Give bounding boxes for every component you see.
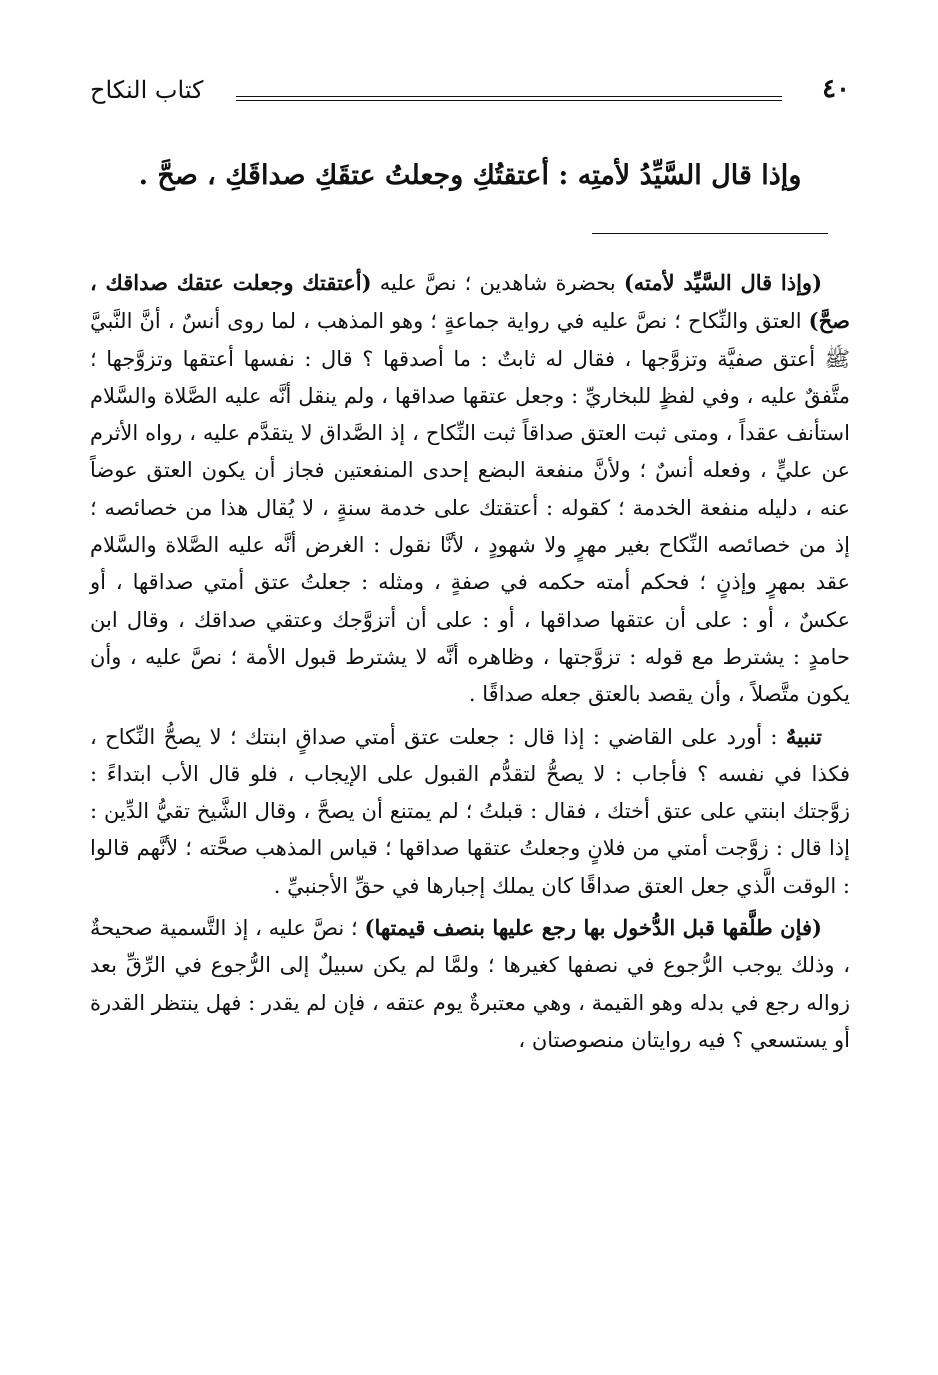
paragraph-text: : أورد على القاضي : إذا قال : جعلت عتق أمتي صداقٍ ابنتك ؛ لا يصحُّ النِّكاح ، فكذا في نفسه ؟ فأجاب : لا يصحُّ لتقدُّم القبول على الإيجاب ، فلو قال الأب ابتداءً : زوَّجتك ابنتي على عتق أختك ، فقال : قبلتُ ؛ لم يمتنع أن يصحَّ ، وقال الشَّيخ تقيُّ الدِّين : إذا قال : زوَّجت أمتي من فلانٍ وجعلتُ عتقها صداقها ؛ قياس المذهب صحَّته ؛ لأنَّهم قالوا : الوقت الَّذي جعل العتق صداقًا كان يملك إجبارها في حقِّ الأجنبيِّ .	[90, 724, 850, 898]
header-rule	[236, 96, 782, 101]
paragraph-text: ؛ نصَّ عليه ، إذ التَّسمية صحيحةٌ ، وذلك يوجب الرُّجوع في نصفها كغيرها ؛ ولمَّا لم يكن سبيلٌ إلى الرُّجوع في الرِّقِّ بعد زواله رجع في بدله وهو القيمة ، وهي معتبرةٌ يوم عتقه ، فإن لم يقدر : فهل ينتظر القدرة أو يستسعي ؟ فيه روايتان منصوصتان ،	[90, 916, 850, 1052]
book-title: كتاب النكاح	[90, 76, 204, 104]
matn-quote: (أعتقتك وجعلت عتقك صداقك ، صحَّ)	[90, 270, 850, 334]
paragraph-text: بحضرة شاهدين ؛ نصَّ عليه	[371, 271, 624, 295]
matn-separator	[592, 233, 828, 234]
page-number: ٤٠	[822, 74, 850, 104]
paragraph-2	[90, 718, 850, 905]
page-header	[90, 72, 850, 112]
paragraph-3	[90, 909, 850, 1059]
matn-quote: (وإذا قال السَّيِّد لأمته)	[623, 270, 823, 295]
paragraph-text: العتق والنِّكاح ؛ نصَّ عليه في رواية جماعةٍ ؛ وهو المذهب ، لما روى أنسٌ ، أنَّ النَّبيَّ ﷺ أعتق صفيَّة وتزوَّجها ، فقال له ثابتٌ : ما أصدقها ؟ قال : نفسها أعتقها وتزوَّجها ؛ متَّفقٌ عليه ، وفي لفظٍ للبخاريِّ : وجعل عتقها صداقها ، ولم ينقل أنَّه عليه الصَّلاة والسَّلام استأنف عقداً ، ومتى ثبت العتق صداقاً ثبت النِّكاح ، إذ الصَّداق لا يتقدَّم عليه ، رواه الأثرم عن عليٍّ ، وفعله أنسٌ ؛ ولأنَّ منفعة البضع إحدى المنفعتين فجاز أن يكون العتق عوضاً عنه ، دليله منفعة الخدمة ؛ كقوله : أعتقتك على خدمة سنةٍ ، لا يُقال هذا من خصائصه ؛ إذ من خصائصه النِّكاح بغير مهرٍ ولا شهودٍ ، لأنَّا نقول : الغرض أنَّه عليه الصَّلاة والسَّلام عقد بمهرٍ وإذنٍ ؛ فحكم أمته حكمه في صفةٍ ، ومثله : جعلتُ عتق أمتي صداقها ، أو عكسٌ ، أو : على أن عتقها صداقها ، أو : على أن أتزوَّجك وعتقي صداقك ، وقال ابن حامدٍ : يشترط مع قوله : تزوَّجتها ، وظاهره أنَّه لا يشترط قبول الأمة ؛ نصَّ عليه ، وأن يكون متَّصلاً ، وأن يقصد بالعتق جعله صداقًا .	[90, 309, 850, 707]
matn-quote: (فإن طلَّقها قبل الدُّخول بها رجع عليها بنصف قيمتها)	[364, 915, 822, 941]
commentary-body	[90, 264, 850, 1063]
paragraph-1	[90, 264, 850, 714]
matn-line: وإذا قال السَّيِّدُ لأمتِه : أعتقتُكِ وجعلتُ عتقَكِ صداقَكِ ، صحَّ .	[138, 160, 802, 191]
note-heading: تنبيهٌ	[785, 723, 822, 749]
